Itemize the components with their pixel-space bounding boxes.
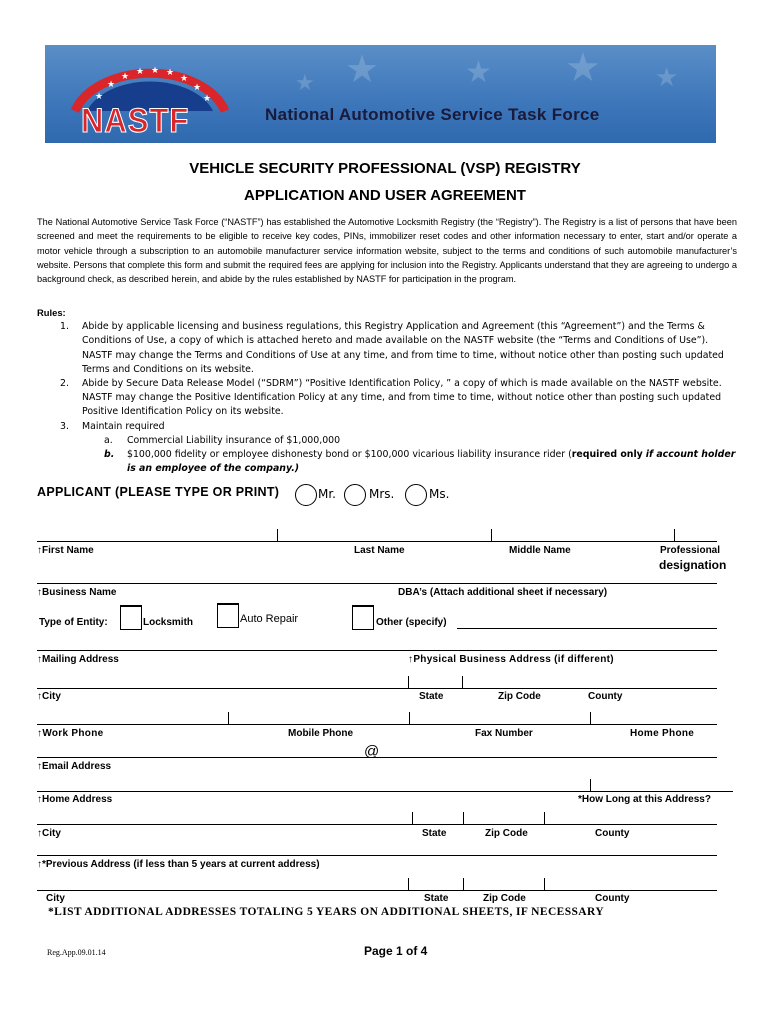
rule-text: Abide by Secure Data Release Model (“SDRM”) “Positive Identification Policy, ” a copy of which is made available on the NASTF website. NASTF may change the Positive Identification Policy at any time, and from time to time, without notice other than posting such updated Positive Identification Policy on its website. [82, 378, 722, 418]
state2-label: State [422, 828, 447, 839]
city2-input-line[interactable] [37, 824, 717, 825]
field-divider [544, 812, 545, 824]
applicant-heading: APPLICANT (PLEASE TYPE OR PRINT) [37, 485, 280, 499]
email-label: ↑Email Address [37, 761, 112, 772]
mobile-phone-label: Mobile Phone [288, 728, 353, 739]
county3-label: County [595, 893, 630, 904]
title-mrs-radio[interactable] [344, 484, 366, 506]
phone-input-line[interactable] [37, 724, 717, 725]
city-label: ↑City [37, 691, 61, 702]
name-input-line[interactable] [37, 541, 717, 542]
home-address-label: ↑Home Address [37, 794, 113, 805]
title-mr-radio[interactable] [295, 484, 317, 506]
locksmith-checkbox[interactable] [120, 605, 142, 630]
nastf-logo: NASTF [81, 101, 190, 140]
previous-address-input-line[interactable] [37, 855, 717, 856]
mailing-input-line[interactable] [37, 650, 717, 651]
field-divider [590, 712, 591, 724]
field-divider [277, 529, 278, 541]
other-checkbox[interactable] [352, 605, 374, 630]
up-arrow-icon: ↑ [37, 545, 42, 556]
first-name-label: ↑First Name [37, 545, 94, 556]
home-address-input-line[interactable] [37, 791, 733, 792]
svg-text:★: ★ [193, 83, 202, 93]
rule-subitem: b. $100,000 fidelity or employee dishonesty bond or $100,000 vicarious liability insurance rider (required only if account holder is an employee of the company.) [104, 449, 736, 475]
state3-label: State [424, 893, 449, 904]
field-divider [674, 529, 675, 541]
field-divider [463, 878, 464, 890]
field-divider [409, 712, 410, 724]
city2-label: ↑City [37, 828, 61, 839]
business-name-label: ↑Business Name [37, 587, 117, 598]
how-long-label: *How Long at this Address? [578, 794, 711, 805]
up-arrow-icon: ↑ [408, 654, 414, 665]
field-divider [463, 812, 464, 824]
previous-address-label: ↑*Previous Address (if less than 5 years at current address) [37, 859, 320, 870]
at-sign: @ [364, 743, 380, 760]
title-ms-radio[interactable] [405, 484, 427, 506]
zip3-label: Zip Code [483, 893, 526, 904]
city3-input-line[interactable] [37, 890, 717, 891]
rule-subitem: a. Commercial Liability insurance of $1,000,000 [104, 434, 341, 446]
professional-label: Professional [660, 545, 721, 556]
county2-label: County [595, 828, 630, 839]
other-label: Other (specify) [376, 617, 447, 628]
home-phone-label: Home Phone [630, 728, 695, 739]
rule-item: 1. Abide by applicable licensing and business regulations, this Registry Application and Agreement (this “Agreement”) and the Terms & Conditions of Use, a copy of which is attached hereto and made available on the NASTF website (the “Terms and Conditions of Use”). NASTF may change the Terms and Conditions of Use at any time, and from time to time, without notice other than posting such updated Terms and Conditions on its website. [60, 321, 724, 375]
svg-text:★: ★ [95, 92, 104, 102]
auto-repair-checkbox[interactable] [217, 603, 239, 628]
svg-text:★: ★ [107, 80, 116, 90]
field-divider [412, 812, 413, 824]
intro-paragraph: The National Automotive Service Task Force (“NASTF”) has established the Automotive Locksmith Registry (the “Registry”). The Registry is a list of persons that have been screened and meet the requirements to be eligible to receive key codes, PINs, immobilizer reset codes and other information necessary to enter, start and/or operate a motor vehicle through a subscription to an automobile manufacturer service information website, subject to the terms and conditions of such automobile manufacturer’s website. Persons that complete this form and submit the required fees are applying for inclusion into the Registry. Applicants understand that they are agreeing to undergo a background check, as described herein, and abide by the rules established by NASTF for participation in the program. [37, 217, 737, 285]
up-arrow-icon: ↑ [37, 761, 42, 772]
field-divider [462, 676, 463, 688]
rules-section [37, 306, 737, 476]
field-divider [544, 878, 545, 890]
business-input-line[interactable] [37, 583, 717, 584]
field-divider [408, 676, 409, 688]
rule-item: 3. Maintain required [60, 420, 165, 432]
document-id: Reg.App.09.01.14 [47, 948, 106, 957]
field-divider [408, 878, 409, 890]
page-title: VEHICLE SECURITY PROFESSIONAL (VSP) REGISTRY [189, 160, 581, 177]
auto-repair-label: Auto Repair [240, 613, 299, 625]
city-input-line[interactable] [37, 688, 717, 689]
zip2-label: Zip Code [485, 828, 528, 839]
rule-text: Abide by applicable licensing and business regulations, this Registry Application and Agreement (this “Agreement”) and the Terms & Conditions of Use, a copy of which is attached hereto and made available on the NASTF website (the “Terms and Conditions of Use”). NASTF may change the Terms and Conditions of Use at any time, and from time to time, without notice other than posting such updated Terms and Conditions on its website. [82, 321, 724, 375]
title-ms-label: Ms. [429, 487, 450, 501]
fax-label: Fax Number [475, 728, 533, 739]
svg-text:★: ★ [166, 68, 175, 78]
svg-text:★: ★ [203, 94, 212, 104]
up-arrow-icon: ↑ [37, 794, 42, 805]
rule-item: 2. Abide by Secure Data Release Model (“SDRM”) “Positive Identification Policy, ” a copy of which is made available on the NASTF website. NASTF may change the Positive Identification Policy at any time, and from time to time, without notice other than posting such updated Positive Identification Policy on its website. [60, 378, 722, 418]
svg-text:★: ★ [121, 72, 130, 82]
middle-name-label: Middle Name [509, 545, 571, 556]
mailing-address-label: ↑Mailing Address [37, 654, 119, 665]
up-arrow-icon: ↑ [37, 728, 43, 739]
up-arrow-icon: ↑ [37, 587, 42, 598]
work-phone-label: ↑Work Phone [37, 728, 104, 739]
page-number: Page 1 of 4 [364, 944, 428, 958]
header-banner: ★ ★ ★ ★ ★ ★ ★ ★ ★ ★ ★ ★ ★ ★ NASTF National Automotive Service Task Force [45, 45, 716, 143]
rules-title: Rules: [37, 307, 66, 318]
up-arrow-icon: ↑ [37, 859, 42, 870]
svg-text:★: ★ [180, 74, 189, 84]
field-divider [590, 779, 591, 791]
email-input-line[interactable] [37, 757, 717, 758]
up-arrow-icon: ↑ [37, 654, 42, 665]
locksmith-label: Locksmith [143, 617, 194, 628]
county-label: County [588, 691, 623, 702]
state-label: State [419, 691, 444, 702]
entity-type-label: Type of Entity: [39, 617, 108, 628]
other-input-line[interactable] [457, 628, 717, 629]
rule-text: Maintain required [82, 420, 165, 432]
org-name: National Automotive Service Task Force [265, 105, 600, 124]
svg-text:★: ★ [151, 66, 160, 76]
svg-text:★: ★ [136, 67, 145, 77]
designation-label: designation [659, 558, 727, 572]
physical-address-label: ↑Physical Business Address (if different) [408, 654, 614, 665]
up-arrow-icon: ↑ [37, 691, 42, 702]
zip-label: Zip Code [498, 691, 541, 702]
last-name-label: Last Name [354, 545, 405, 556]
field-divider [491, 529, 492, 541]
city3-label: City [46, 893, 65, 904]
up-arrow-icon: ↑ [37, 828, 42, 839]
additional-addresses-note: *LIST ADDITIONAL ADDRESSES TOTALING 5 YEARS ON ADDITIONAL SHEETS, IF NECESSARY [48, 906, 605, 918]
dba-label: DBA’s (Attach additional sheet if necessary) [398, 587, 608, 598]
title-mr-label: Mr. [318, 487, 336, 501]
title-mrs-label: Mrs. [369, 487, 395, 501]
page-subtitle: APPLICATION AND USER AGREEMENT [244, 187, 526, 204]
field-divider [228, 712, 229, 724]
